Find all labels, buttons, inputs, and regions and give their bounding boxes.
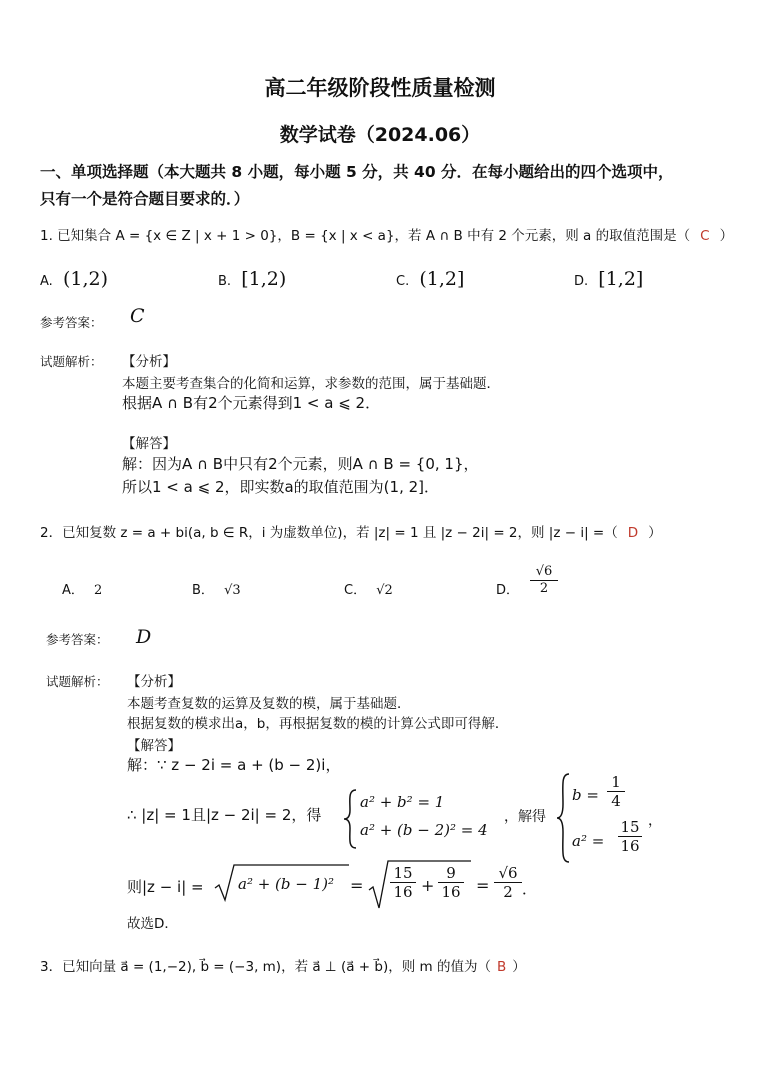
fraction-denominator: 16 (390, 882, 416, 901)
q2-radicand-1: a² + (b − 1)² (238, 875, 335, 893)
fraction-numerator: 1 (611, 773, 621, 791)
section-heading-line2: 只有一个是符合题目要求的．） (40, 190, 250, 208)
q2-final-prefix: 则|z − i| = (127, 878, 204, 896)
fraction-denominator: 16 (618, 836, 642, 855)
q2-analysis-line: 本题考查复数的运算及复数的模，属于基础题． (127, 696, 411, 712)
q2-option-d (496, 579, 519, 598)
q2-reference-value: D (136, 626, 152, 648)
q2-solution-2-fraction (618, 818, 642, 855)
fraction-numerator: 15 (393, 864, 413, 882)
q2-answer: D (627, 525, 639, 541)
q1-option-a (40, 268, 108, 290)
q2-fraction-a (390, 864, 416, 901)
q1-analysis-line: 本题主要考查集合的化简和运算，求参数的范围，属于基础题． (122, 376, 500, 392)
fraction-numerator: 9 (446, 864, 456, 882)
section-heading-line1: 一、单项选择题（本大题共 8 小题，每小题 5 分，共 40 分．在每小题给出的四个选项中， (40, 163, 674, 181)
q2-solution-comma: ， (648, 813, 662, 829)
option-label: D. (574, 274, 589, 289)
q2-system-left-brace (342, 788, 358, 850)
q2-option-d-fraction (530, 564, 558, 596)
page-subtitle: 数学试卷（2024.06） (279, 124, 481, 146)
q1-analysis-line: 解：因为A ∩ B中只有2个元素，则A ∩ B = {0, 1}， (122, 455, 479, 473)
q2-option-c (344, 579, 393, 598)
q2-equation-2: a² + (b − 2)² = 4 (360, 821, 488, 839)
q2-plus: + (421, 876, 435, 895)
option-label: C． (344, 583, 367, 598)
q1-reference-value: C (130, 305, 145, 327)
option-value: √2 (376, 583, 393, 598)
option-label: D． (496, 583, 520, 598)
q1-analysis-line: 【解答】 (122, 436, 176, 452)
q3-stem (40, 955, 526, 975)
option-value: [1,2] (598, 268, 644, 290)
option-value: (1,2) (62, 268, 108, 290)
q2-equation-1: a² + b² = 1 (360, 793, 445, 811)
q2-system-line: ∴ |z| = 1且|z − 2i| = 2，得 (127, 806, 322, 824)
option-label: C. (396, 274, 410, 289)
q2-solve-label: ，解得 (504, 809, 546, 825)
q1-analysis-line: 所以1 < a ⩽ 2，即实数a的取值范围为(1, 2]． (122, 478, 440, 496)
option-value: (1,2] (419, 268, 465, 290)
q2-final-period: ． (522, 880, 538, 898)
page-title: 高二年级阶段性质量检测 (264, 76, 496, 100)
q2-analysis-line: 【分析】 (127, 674, 181, 690)
q2-stem-close: ） (648, 525, 662, 541)
q1-reference-label: 参考答案： (40, 315, 103, 330)
q2-analysis-label: 试题解析： (46, 674, 109, 689)
q3-stem-close: ） (512, 959, 526, 975)
q1-analysis-line: 【分析】 (122, 354, 176, 370)
q2-reference-label: 参考答案： (46, 632, 109, 647)
q2-analysis-line: 解：∵ z − 2i = a + (b − 2)i， (127, 756, 341, 774)
option-label: A. (40, 274, 53, 289)
q2-solution-2-lhs: a² = (572, 832, 605, 850)
q2-solution-1-fraction (607, 773, 625, 810)
q2-result-fraction (494, 864, 522, 901)
q3-answer: B (496, 959, 507, 975)
q2-analysis-line: 【解答】 (127, 738, 181, 754)
option-value: √3 (224, 583, 241, 598)
q1-stem-text: 1. 已知集合 A = {x ∈ Z | x + 1 > 0}，B = {x | x < a}，若 A ∩ B 中有 2 个元素，则 a 的取值范围是（ (40, 228, 691, 244)
fraction-numerator: 15 (620, 818, 640, 836)
q1-answer: C (700, 228, 710, 244)
q2-equals-2: = (476, 876, 490, 895)
option-value: 2 (94, 583, 103, 598)
option-label: B. (218, 274, 232, 289)
q2-stem-text: 2．已知复数 z = a + bi(a, b ∈ R，i 为虚数单位)，若 |z| = 1 且 |z − 2i| = 2，则 |z − i| =（ (40, 525, 618, 541)
option-label: A． (62, 583, 84, 598)
fraction-denominator: 16 (438, 882, 464, 901)
option-label: B． (192, 583, 214, 598)
fraction-denominator: 2 (530, 580, 558, 596)
q3-stem-text: 3．已知向量 a⃗ = (1,−2), b⃗ = (−3, m)，若 a⃗ ⊥ (a⃗ + b⃗)，则 m 的值为（ (40, 959, 491, 975)
q2-conclusion: 故选D． (127, 916, 178, 932)
fraction-denominator: 2 (494, 882, 522, 901)
q2-equals-1: = (350, 876, 364, 895)
q2-solution-1-lhs: b = (572, 786, 599, 804)
q2-option-b (192, 579, 241, 598)
q2-solution-left-brace (555, 772, 571, 864)
option-value: [1,2) (241, 268, 287, 290)
q1-stem-close: ） (719, 228, 734, 244)
q1-stem (40, 224, 733, 244)
fraction-denominator: 4 (607, 791, 625, 810)
q1-analysis-label: 试题解析： (40, 354, 103, 369)
fraction-numerator: √6 (535, 564, 553, 579)
q1-analysis-line: 根据A ∩ B有2个元素得到1 < a ⩽ 2． (122, 394, 381, 412)
fraction-numerator: √6 (498, 864, 518, 882)
q2-option-a (62, 579, 102, 598)
q1-option-d (574, 268, 643, 290)
q2-stem (40, 521, 662, 541)
q2-fraction-b (438, 864, 464, 901)
q2-analysis-line: 根据复数的模求出a，b，再根据复数的模的计算公式即可得解． (127, 716, 509, 732)
q1-option-b (218, 268, 286, 290)
q1-option-c (396, 268, 464, 290)
